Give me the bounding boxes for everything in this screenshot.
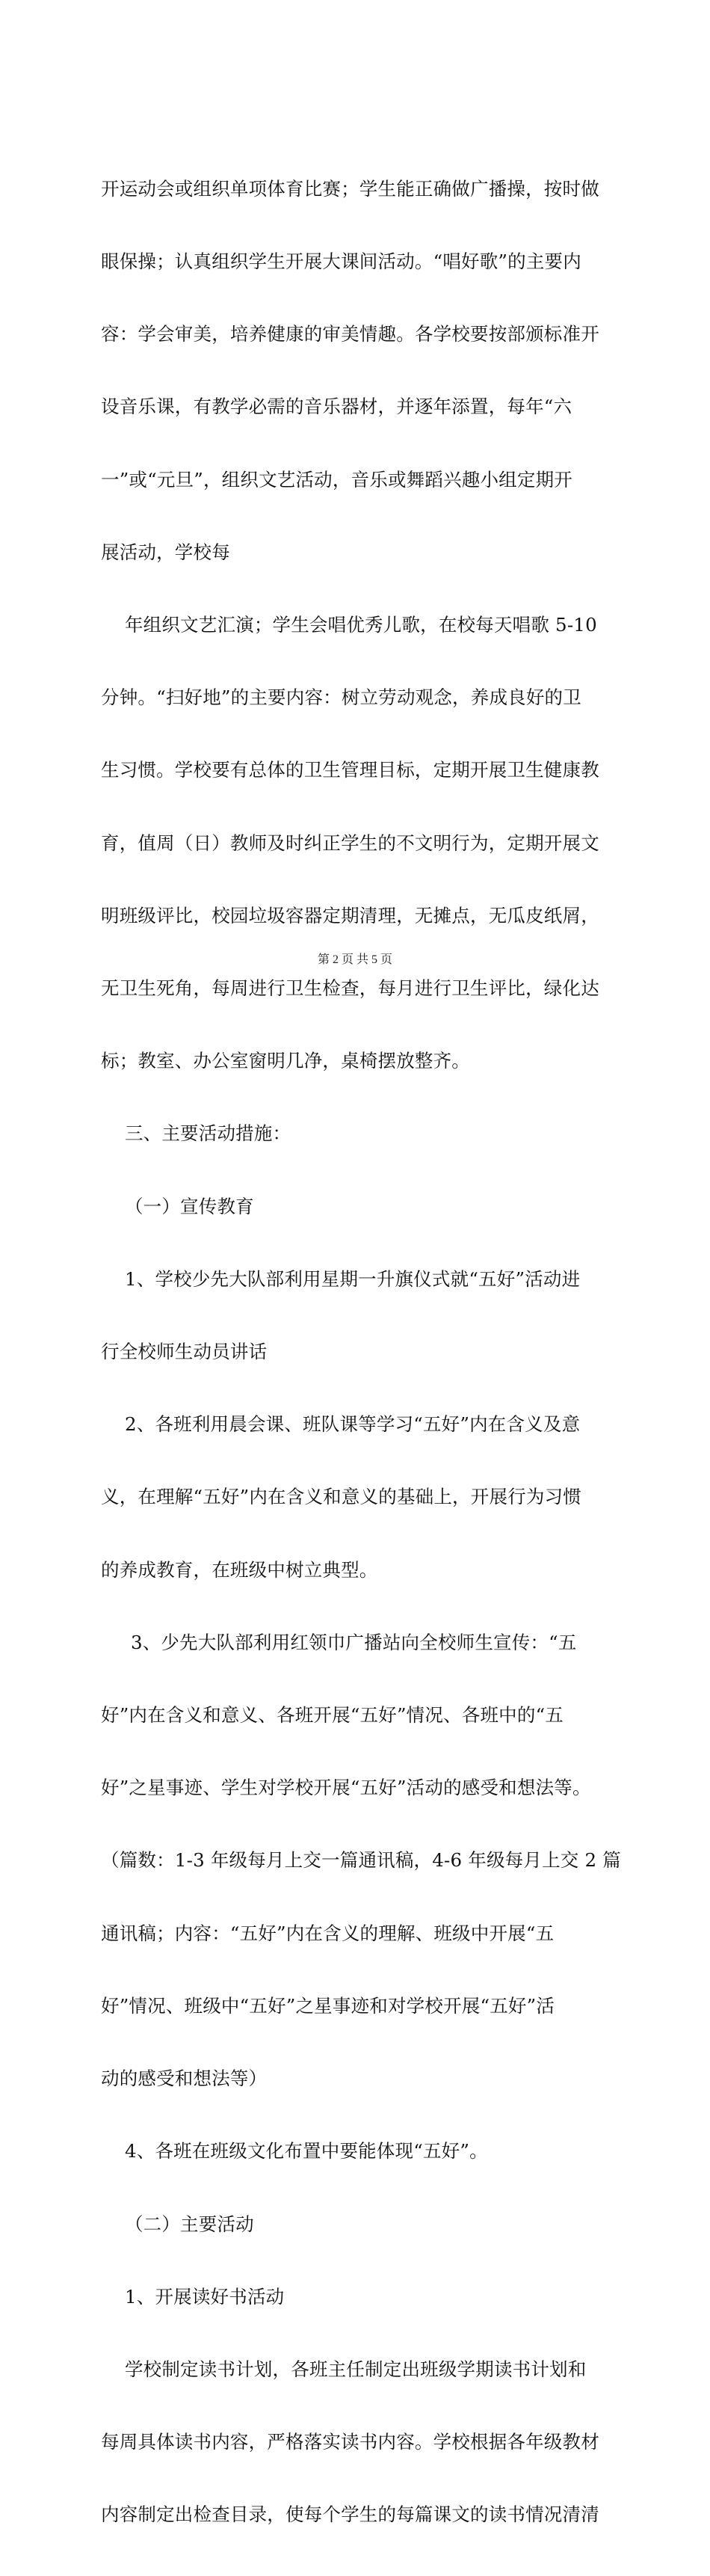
text-line: 1、开展读好书活动 — [101, 2285, 285, 2308]
text-line: 生习惯。学校要有总体的卫生管理目标，定期开展卫生健康教 — [101, 759, 599, 781]
text-line: 义，在理解“五好”内在含义和意义的基础上，开展行为习惯 — [101, 1486, 581, 1508]
text-line: 每周具体读书内容，严格落实读书内容。学校根据各年级教材 — [101, 2431, 599, 2453]
text-line: 好”内在含义和意义、各班开展“五好”情况、各班中的“五 — [101, 1704, 564, 1727]
section-heading: 三、主要活动措施： — [101, 1122, 291, 1145]
text-line: 一”或“元旦”，组织文艺活动，音乐或舞蹈兴趣小组定期开 — [101, 468, 572, 491]
text-line: 1、学校少先大队部利用星期一升旗仪式就“五好”活动进 — [101, 1267, 581, 1290]
text-line: 眼保操；认真组织学生开展大课间活动。“唱好歌”的主要内 — [101, 250, 581, 273]
text-line: 设音乐课，有教学必需的音乐器材，并逐年添置，每年“六 — [101, 396, 572, 418]
text-line: 行全校师生动员讲话 — [101, 1341, 268, 1363]
text-line: 开运动会或组织单项体育比赛；学生能正确做广播操，按时做 — [101, 177, 599, 200]
text-line: 容：学会审美，培养健康的审美情趣。各学校要按部颁标准开 — [101, 323, 599, 345]
text-line: 2、各班利用晨会课、班队课等学习“五好”内在含义及意 — [101, 1413, 581, 1436]
text-line: 3、少先大队部利用红领巾广播站向全校师生宣传：“五 — [101, 1631, 577, 1653]
text-line: 好”之星事迹、学生对学校开展“五好”活动的感受和想法等。 — [101, 1777, 591, 1799]
text-line: （篇数：1-3 年级每月上交一篇通讯稿，4-6 年级每月上交 2 篇 — [101, 1849, 621, 1872]
text-line: 4、各班在班级文化布置中要能体现“五好”。 — [101, 2140, 488, 2162]
text-line: 展活动，学校每 — [101, 541, 230, 563]
text-line: 动的感受和想法等） — [101, 2068, 268, 2090]
subsection-heading: （一）宣传教育 — [101, 1195, 254, 1217]
text-line: 育，值周（日）教师及时纠正学生的不文明行为，定期开展文 — [101, 831, 599, 854]
document-body — [101, 129, 632, 2576]
text-line: 年组织文艺汇演；学生会唱优秀儿歌，在校每天唱歌 5-10 — [101, 614, 597, 636]
page-footer: 第 2 页 共 5 页 — [317, 953, 392, 966]
subsection-heading: （二）主要活动 — [101, 2213, 254, 2235]
text-line: 标；教室、办公室窗明几净，桌椅摆放整齐。 — [101, 1050, 470, 1072]
text-line: 好”情况、班级中“五好”之星事迹和对学校开展“五好”活 — [101, 1994, 555, 2017]
text-line: 明班级评比，校园垃圾容器定期清理，无摊点，无瓜皮纸屑， — [101, 904, 599, 926]
text-line: 的养成教育，在班级中树立典型。 — [101, 1558, 378, 1581]
text-line: 无卫生死角，每周进行卫生检查，每月进行卫生评比，绿化达 — [101, 977, 599, 1000]
text-line: 内容制定出检查目录，使每个学生的每篇课文的读书情况清清 — [101, 2503, 599, 2526]
text-line: 分钟。“扫好地”的主要内容：树立劳动观念，养成良好的卫 — [101, 686, 581, 709]
text-line: 学校制定读书计划，各班主任制定出班级学期读书计划和 — [101, 2358, 587, 2380]
text-line: 通讯稿；内容：“五好”内在含义的理解、班级中开展“五 — [101, 1922, 555, 1944]
